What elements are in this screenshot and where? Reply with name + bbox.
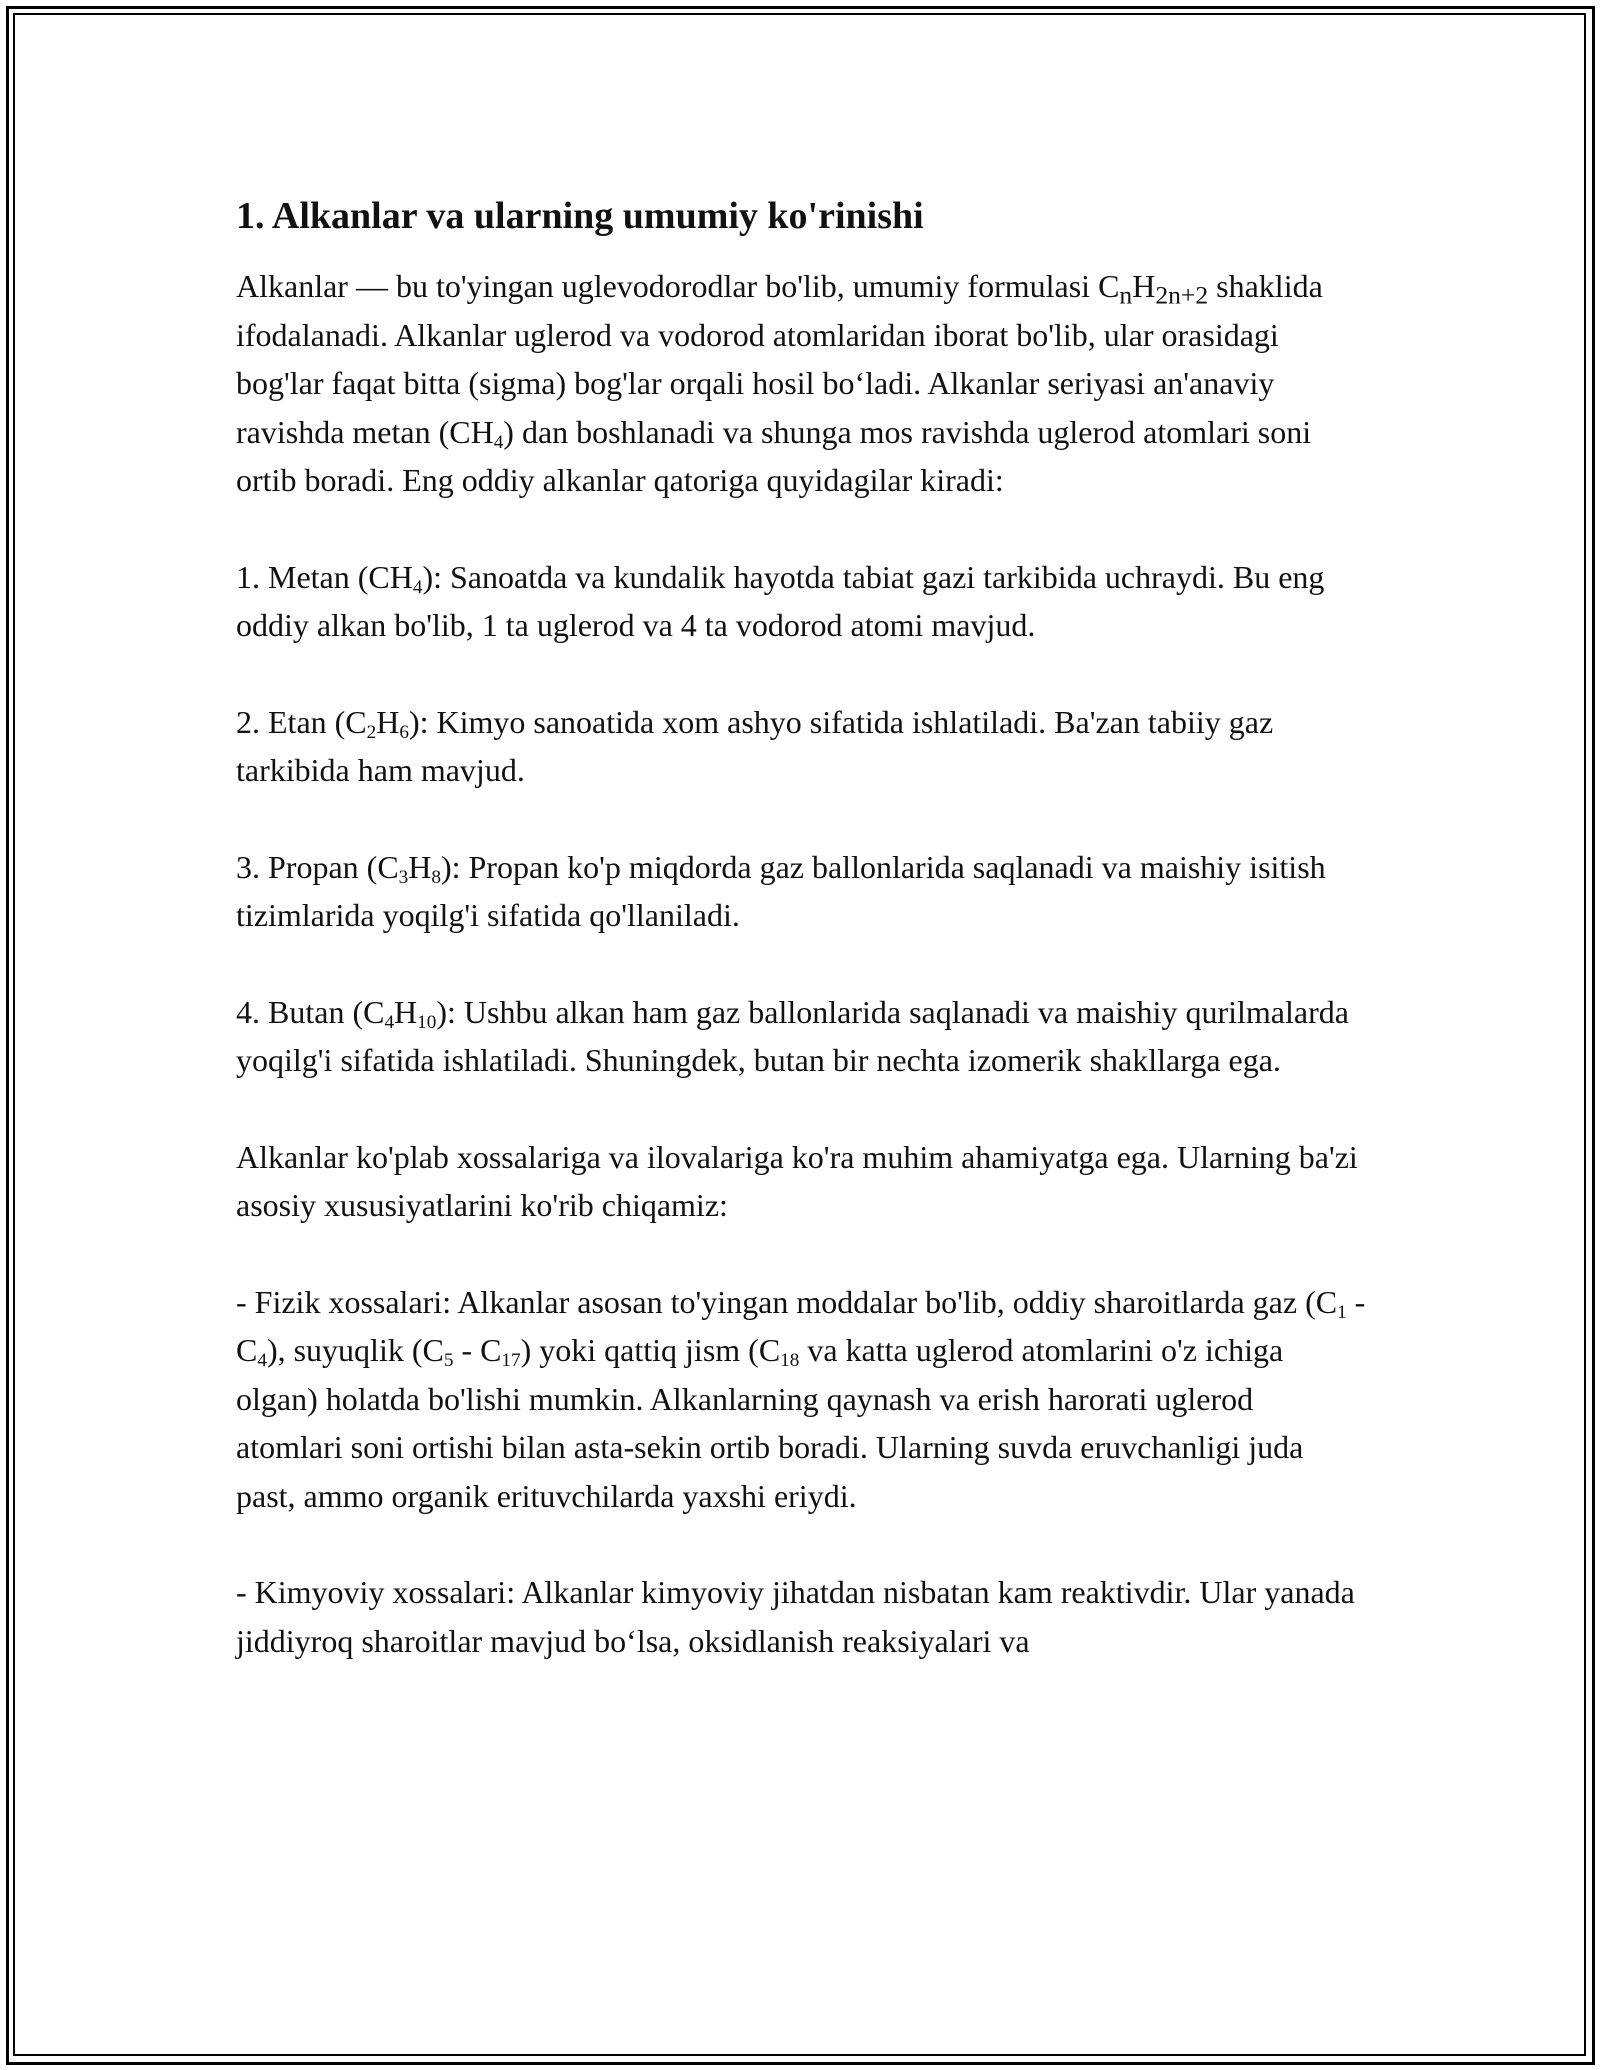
summary-paragraph: Alkanlar ko'plab xossalariga va ilovalariga ko'ra muhim ahamiyatga ega. Ularning ba'zi asosiy xususiyatlarini ko'rib chiqamiz: xyxy=(236,1138,1358,1223)
physical-subscript: 1 xyxy=(1337,1301,1347,1323)
item-prefix: 4. Butan (C xyxy=(236,993,385,1030)
item-subscript: 8 xyxy=(431,866,441,888)
physical-text: - Fizik xossalari: Alkanlar asosan to'yingan moddalar bo'lib, oddiy sharoitlarda gaz (C xyxy=(236,1283,1338,1320)
item-prefix: 3. Propan (C xyxy=(236,848,399,885)
item-subscript: 6 xyxy=(399,721,409,743)
item-subscript: 10 xyxy=(417,1011,437,1033)
item-text: ): Propan ko'p miqdorda gaz ballonlarida saqlanadi va maishiy isitish tizimlarida yoqilg'i sifatida qo'llaniladi. xyxy=(236,848,1326,933)
item-prefix: 2. Etan (C xyxy=(236,703,367,740)
physical-text: - C xyxy=(453,1332,502,1368)
physical-text: ) yoki qattiq jism (C xyxy=(520,1332,781,1368)
formula-subscript-n: n xyxy=(1119,280,1133,310)
section-title: 1. Alkanlar va ularning umumiy ko'rinishi xyxy=(236,195,924,237)
list-item-methane xyxy=(236,553,1366,650)
physical-text: - C xyxy=(236,1283,1366,1368)
intro-text-1: Alkanlar — bu to'yingan uglevodorodlar bo'lib, umumiy formulasi C xyxy=(236,268,1120,304)
item-subscript: 4 xyxy=(384,1011,395,1033)
item-text: ): Ushbu alkan ham gaz ballonlarida saqlanadi va maishiy qurilmalarda yoqilg'i sifatida ishlatiladi. Shuningdek, butan bir nechta izomerik shakllarga ega. xyxy=(236,993,1349,1078)
physical-text: ), suyuqlik (C xyxy=(266,1332,444,1368)
physical-subscript: 17 xyxy=(501,1349,521,1371)
formula-h: H xyxy=(1132,268,1156,304)
item-subscript: 4 xyxy=(412,576,423,598)
item-subscript: 3 xyxy=(398,866,409,888)
physical-subscript: 18 xyxy=(780,1349,800,1371)
document-page xyxy=(236,190,1366,1713)
physical-text: va katta uglerod atomlarini o'z ichiga olgan) holatda bo'lishi mumkin. Alkanlarning qaynash va erish harorati uglerod atomlari soni ortishi bilan asta-sekin ortib boradi. Ularning suvda eruvchanligi juda past, ammo organik erituvchilarda yaxshi eriydi. xyxy=(236,1332,1304,1514)
methane-subscript: 4 xyxy=(493,431,504,453)
item-text: ): Kimyo sanoatida xom ashyo sifatida ishlatiladi. Ba'zan tabiiy gaz tarkibida ham mavjud. xyxy=(236,703,1274,788)
physical-subscript: 5 xyxy=(443,1349,454,1371)
physical-properties-paragraph xyxy=(236,1278,1366,1521)
physical-subscript: 4 xyxy=(257,1349,267,1371)
item-mid: H xyxy=(376,703,400,740)
formula-subscript-2n2: 2n+2 xyxy=(1155,280,1209,310)
chemical-properties-paragraph: - Kimyoviy xossalari: Alkanlar kimyoviy jihatdan nisbatan kam reaktivdir. Ular yanada jiddiyroq sharoitlar mavjud bo‘lsa, oksidlanish reaksiyalari va xyxy=(236,1574,1355,1659)
item-mid: H xyxy=(408,848,432,885)
item-text: ): Sanoatda va kundalik hayotda tabiat gazi tarkibida uchraydi. Bu eng oddiy alkan bo'lib, 1 ta uglerod va 4 ta vodorod atomi mavjud. xyxy=(236,558,1325,643)
list-item-butane xyxy=(236,988,1366,1085)
item-mid: H xyxy=(394,993,418,1030)
list-item-propane xyxy=(236,843,1366,940)
intro-text-3: ) dan boshlanadi va shunga mos ravishda uglerod atomlari soni ortib boradi. Eng oddiy alkanlar qatoriga quyidagilar kiradi: xyxy=(236,413,1312,498)
intro-paragraph xyxy=(236,262,1366,505)
intro-text-2: shaklida ifodalanadi. Alkanlar uglerod va vodorod atomlaridan iborat bo'lib, ular orasidagi bog'lar faqat bitta (sigma) bog'lar orqali hosil bo‘ladi. Alkanlar seriyasi an'anaviy ravishda metan (CH xyxy=(236,268,1323,450)
list-item-ethane xyxy=(236,698,1366,795)
item-subscript: 2 xyxy=(366,721,377,743)
item-prefix: 1. Metan (CH xyxy=(236,558,413,595)
